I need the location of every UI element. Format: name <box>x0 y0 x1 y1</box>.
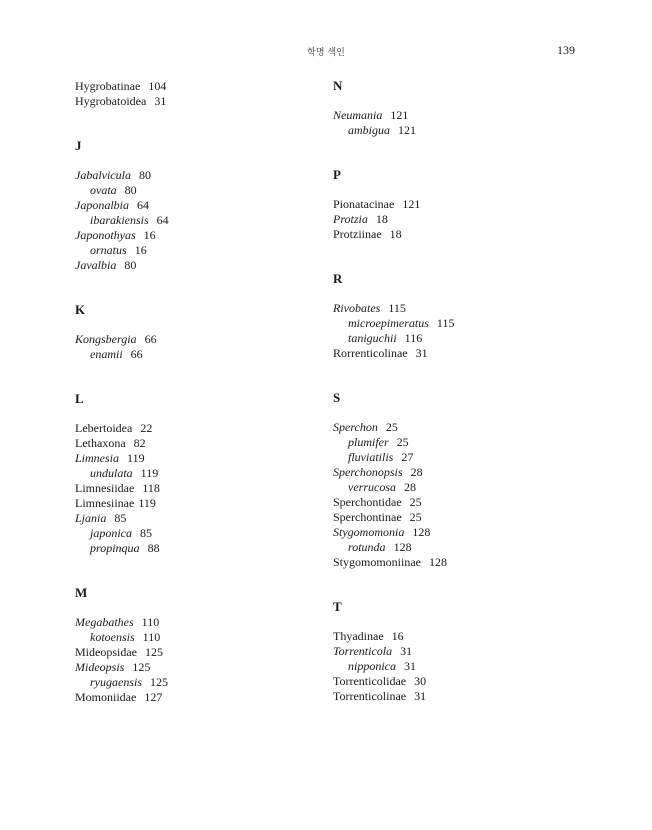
index-entry <box>333 495 603 510</box>
entry-pages: 121 <box>402 197 421 211</box>
entry-pages: 119 <box>138 496 156 510</box>
entry-name: Japonothyas <box>75 228 136 242</box>
entry-name: Hygrobatinae <box>75 79 141 93</box>
entry-name: ryugaensis <box>90 675 142 689</box>
section-letter: P <box>333 167 341 182</box>
entry-pages: 18 <box>375 212 388 226</box>
section-letter: J <box>75 138 82 153</box>
entry-pages: 121 <box>398 123 416 137</box>
entry-name: enamii <box>90 347 123 361</box>
index-entry <box>333 301 603 316</box>
entry-pages: 80 <box>124 183 137 197</box>
index-entry <box>75 466 315 481</box>
entry-pages: 127 <box>144 690 163 704</box>
entry-pages: 125 <box>132 660 151 674</box>
index-entry <box>75 421 315 436</box>
index-section <box>333 271 603 361</box>
index-entry <box>75 660 315 675</box>
index-entry <box>333 644 603 659</box>
index-entry <box>75 198 315 213</box>
entry-name: Lebertoidea <box>75 421 133 435</box>
entry-name: Rorrenticolinae <box>333 346 408 360</box>
entry-pages: 31 <box>400 644 413 658</box>
index-entry <box>333 450 603 465</box>
entry-name: Sperchon <box>333 420 378 434</box>
index-entry <box>333 689 603 704</box>
index-entry <box>333 555 603 570</box>
entry-name: Japonalbia <box>75 198 129 212</box>
section-letter: M <box>75 585 88 600</box>
index-entry <box>333 465 603 480</box>
entry-pages: 28 <box>404 480 416 494</box>
section-letter: R <box>333 271 343 286</box>
entry-name: Pionatacinae <box>333 197 395 211</box>
entry-name: verrucosa <box>348 480 396 494</box>
entry-pages: 16 <box>134 243 147 257</box>
entry-name: plumifer <box>348 435 389 449</box>
entry-pages: 16 <box>391 629 404 643</box>
index-entry <box>75 332 315 347</box>
entry-pages: 115 <box>436 316 455 330</box>
entry-name: Stygomomonia <box>333 525 405 539</box>
entry-pages: 25 <box>409 495 422 509</box>
entry-pages: 25 <box>396 435 409 449</box>
index-entry <box>333 525 603 540</box>
index-entry <box>75 615 315 630</box>
entry-name: kotoensis <box>90 630 135 644</box>
entry-pages: 66 <box>130 347 143 361</box>
entry-name: Limnesia <box>75 451 120 465</box>
entry-pages: 85 <box>114 511 127 525</box>
index-entry <box>333 212 603 227</box>
index-entry <box>333 435 603 450</box>
index-entry <box>75 541 315 556</box>
entry-pages: 18 <box>389 227 402 241</box>
index-entry <box>75 690 315 705</box>
entry-pages: 118 <box>142 481 160 495</box>
index-section <box>75 585 315 705</box>
entry-name: Mideopsidae <box>75 645 137 659</box>
index-entry <box>333 540 603 555</box>
index-entry <box>333 659 603 674</box>
section-letter: T <box>333 599 342 614</box>
index-entry <box>75 213 315 228</box>
running-header: 학명 색인 <box>307 48 345 58</box>
page-number: 139 <box>557 43 575 57</box>
entry-pages: 125 <box>145 645 163 659</box>
index-entry <box>333 629 603 644</box>
entry-pages: 31 <box>404 659 416 673</box>
index-entry <box>333 108 603 123</box>
entry-name: Limnesiinae <box>75 496 135 510</box>
entry-pages: 119 <box>127 451 145 465</box>
entry-name: fluviatilis <box>348 450 394 464</box>
index-section <box>75 138 315 273</box>
section-letter: N <box>333 78 343 93</box>
entry-pages: 115 <box>388 301 406 315</box>
entry-name: Stygomomoniinae <box>333 555 421 569</box>
entry-name: ibarakiensis <box>90 213 149 227</box>
entry-pages: 25 <box>409 510 422 524</box>
entry-name: Protzia <box>333 212 368 226</box>
section-letter: S <box>333 390 341 405</box>
entry-pages: 121 <box>390 108 409 122</box>
entry-name: Torrenticola <box>333 644 393 658</box>
entry-pages: 66 <box>144 332 157 346</box>
index-entry <box>75 526 315 541</box>
index-entry <box>333 227 603 242</box>
entry-pages: 31 <box>414 689 427 703</box>
entry-name: Javalbia <box>75 258 117 272</box>
entry-name: Limnesiidae <box>75 481 135 495</box>
entry-pages: 125 <box>150 675 168 689</box>
entry-pages: 25 <box>385 420 398 434</box>
entry-name: Jabalvicula <box>75 168 131 182</box>
entry-pages: 119 <box>140 466 159 480</box>
entry-pages: 31 <box>415 346 428 360</box>
entry-name: microepimeratus <box>348 316 429 330</box>
index-entry <box>333 674 603 689</box>
index-entry <box>75 168 315 183</box>
section-letter: L <box>75 391 84 406</box>
index-entry <box>75 94 315 109</box>
index-entry <box>333 420 603 435</box>
entry-name: Hygrobatoidea <box>75 94 147 108</box>
index-column-left <box>75 79 315 705</box>
entry-pages: 85 <box>140 526 152 540</box>
index-entry <box>333 197 603 212</box>
index-entry <box>75 183 315 198</box>
entry-name: Protziinae <box>333 227 382 241</box>
index-entry <box>75 79 315 94</box>
entry-name: Sperchontinae <box>333 510 402 524</box>
index-entry <box>75 645 315 660</box>
index-section <box>333 390 603 570</box>
index-entry <box>75 511 315 526</box>
entry-name: ornatus <box>90 243 127 257</box>
entry-pages: 30 <box>414 674 427 688</box>
entry-pages: 22 <box>140 421 153 435</box>
entry-name: Ljania <box>75 511 107 525</box>
index-section <box>333 599 603 704</box>
entry-pages: 104 <box>148 79 167 93</box>
entry-pages: 80 <box>124 258 137 272</box>
entry-name: ambigua <box>348 123 390 137</box>
entry-name: rotunda <box>348 540 386 554</box>
entry-pages: 128 <box>429 555 447 569</box>
index-entry <box>333 316 603 331</box>
entry-name: Neumania <box>333 108 383 122</box>
index-section <box>75 302 315 362</box>
index-entry <box>333 123 603 138</box>
index-entry <box>75 451 315 466</box>
entry-pages: 128 <box>412 525 431 539</box>
entry-name: Rivobates <box>333 301 381 315</box>
index-entry <box>333 331 603 346</box>
index-entry <box>75 496 315 511</box>
index-entry <box>75 243 315 258</box>
entry-pages: 64 <box>137 198 149 212</box>
entry-pages: 128 <box>393 540 412 554</box>
index-entry <box>75 228 315 243</box>
entry-pages: 110 <box>142 630 161 644</box>
entry-name: Kongsbergia <box>75 332 137 346</box>
index-section <box>75 79 315 109</box>
entry-name: japonica <box>90 526 132 540</box>
entry-name: propinqua <box>90 541 140 555</box>
entry-name: nipponica <box>348 659 396 673</box>
entry-pages: 82 <box>133 436 146 450</box>
entry-name: Sperchonopsis <box>333 465 403 479</box>
entry-name: Thyadinae <box>333 629 384 643</box>
entry-pages: 16 <box>143 228 156 242</box>
entry-pages: 88 <box>147 541 160 555</box>
entry-pages: 64 <box>156 213 169 227</box>
entry-name: Torrenticolidae <box>333 674 407 688</box>
index-entry <box>75 630 315 645</box>
index-entry <box>333 510 603 525</box>
entry-name: undulata <box>90 466 133 480</box>
index-entry <box>75 258 315 273</box>
index-section <box>333 167 603 242</box>
section-letter: K <box>75 302 86 317</box>
index-entry <box>75 436 315 451</box>
index-section <box>75 391 315 556</box>
entry-pages: 27 <box>401 450 414 464</box>
entry-name: Megabathes <box>75 615 134 629</box>
entry-name: Lethaxona <box>75 436 126 450</box>
entry-name: Sperchontidae <box>333 495 402 509</box>
index-entry <box>75 347 315 362</box>
index-section <box>333 78 603 138</box>
index-entry <box>333 480 603 495</box>
entry-pages: 28 <box>410 465 423 479</box>
entry-pages: 31 <box>154 94 167 108</box>
entry-name: Torrenticolinae <box>333 689 407 703</box>
entry-name: ovata <box>90 183 117 197</box>
entry-pages: 80 <box>138 168 151 182</box>
entry-pages: 110 <box>141 615 160 629</box>
index-entry <box>75 675 315 690</box>
entry-pages: 116 <box>404 331 423 345</box>
entry-name: taniguchii <box>348 331 397 345</box>
index-column-right <box>333 78 603 704</box>
index-entry <box>75 481 315 496</box>
entry-name: Momoniidae <box>75 690 137 704</box>
index-entry <box>333 346 603 361</box>
entry-name: Mideopsis <box>75 660 125 674</box>
